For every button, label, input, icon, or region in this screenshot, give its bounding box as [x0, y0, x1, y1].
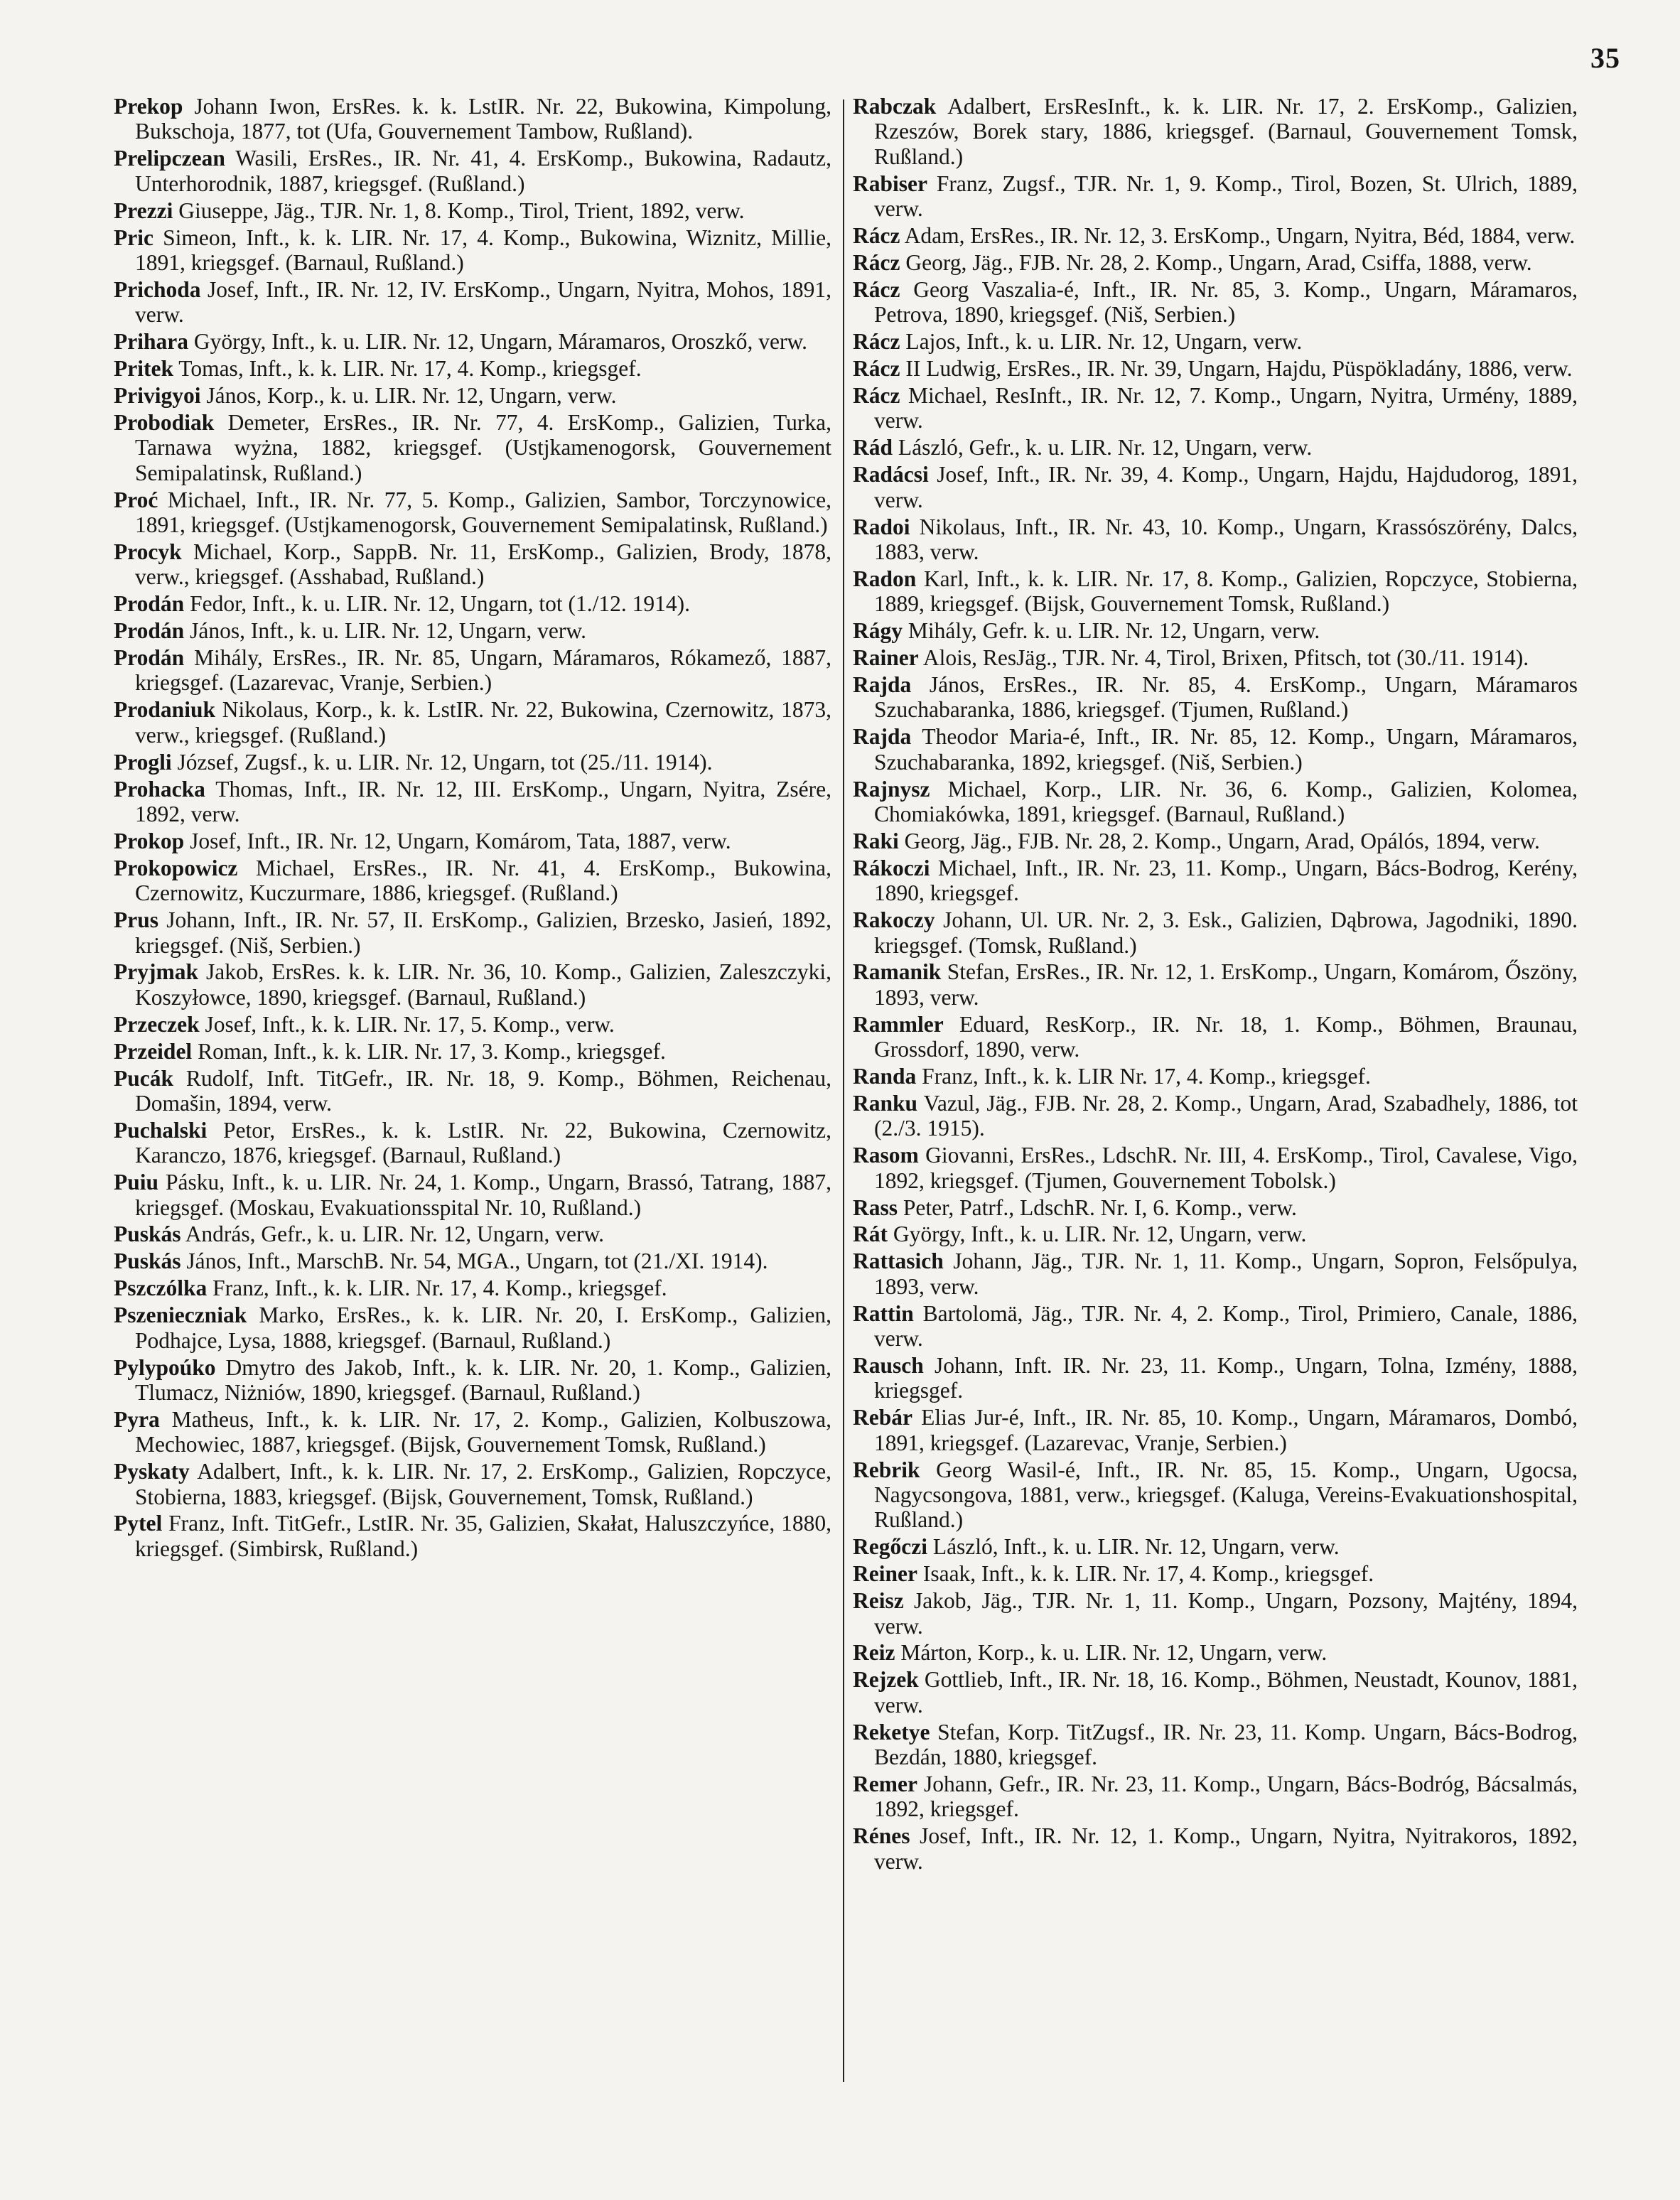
- entry-surname: Pritek: [114, 356, 173, 382]
- entry: [114, 487, 831, 538]
- entry: [853, 959, 1578, 1010]
- entry-details: Franz, Inft., k. k. LIR. Nr. 17, 4. Komp., kriegsgef.: [212, 1276, 667, 1301]
- entry-details: László, Inft., k. u. LIR. Nr. 12, Ungarn, verw.: [932, 1534, 1340, 1560]
- entry-surname: Prezzi: [114, 198, 173, 223]
- entry-details: Demeter, ErsRes., IR. Nr. 77, 4. ErsKomp., Galizien, Turka, Tarnawa wyżna, 1882, kriegsgef. (Ustjkamenogorsk, Gouvernement Semipalatinsk, Rußland.): [135, 409, 831, 485]
- entry: [114, 277, 831, 328]
- entry-details: Josef, Inft., IR. Nr. 12, 1. Komp., Ungarn, Nyitra, Nyitrakoros, 1892, verw.: [874, 1823, 1578, 1874]
- entry-surname: Rammler: [853, 1011, 944, 1037]
- entry-surname: Remer: [853, 1772, 917, 1796]
- entry-surname: Rausch: [853, 1353, 924, 1378]
- entry-details: Jakob, ErsRes. k. k. LIR. Nr. 36, 10. Komp., Galizien, Zaleszczyki, Koszyłowce, 1890, kriegsgef. (Barnaul, Rußland.): [135, 959, 832, 1010]
- entry: [853, 1353, 1578, 1403]
- entry: [114, 1222, 831, 1246]
- entry-details: Roman, Inft., k. k. LIR. Nr. 17, 3. Komp., kriegsgef.: [198, 1038, 666, 1064]
- entry-surname: Prekop: [114, 94, 183, 119]
- entry-details: Georg Wasil-é, Inft., IR. Nr. 85, 15. Komp., Ungarn, Ugocsa, Nagycsongova, 1881, verw., kriegsgef. (Kaluga, Vereins-Evakuationshospital, Rußland.): [874, 1457, 1578, 1533]
- entry-details: Karl, Inft., k. k. LIR. Nr. 17, 8. Komp., Galizien, Ropczyce, Stobierna, 1889, kriegsgef. (Bijsk, Gouvernement Tomsk, Rußland.): [874, 566, 1578, 617]
- entry-details: Márton, Korp., k. u. LIR. Nr. 12, Ungarn, verw.: [900, 1640, 1328, 1666]
- entry: [114, 829, 831, 853]
- entry-details: Josef, Inft., k. k. LIR. Nr. 17, 5. Komp., verw.: [205, 1011, 615, 1037]
- entry-details: Michael, Korp., LIR. Nr. 36, 6. Komp., Galizien, Kolomea, Chomiakówka, 1891, kriegsgef. (Barnaul, Rußland.): [874, 776, 1578, 826]
- entry: [114, 198, 831, 223]
- entry: [114, 94, 831, 144]
- entry-surname: Radon: [853, 566, 917, 591]
- entry-details: Stefan, ErsRes., IR. Nr. 12, 1. ErsKomp., Ungarn, Komárom, Őszöny, 1893, verw.: [874, 959, 1578, 1010]
- entry-surname: Rácz: [853, 329, 900, 355]
- entry-details: János, ErsRes., IR. Nr. 85, 4. ErsKomp., Ungarn, Máramaros Szuchabaranka, 1886, kriegsgef. (Tjumen, Rußland.): [874, 672, 1578, 723]
- entry: [114, 1355, 831, 1406]
- entry-details: Mihály, ErsRes., IR. Nr. 85, Ungarn, Máramaros, Rókamező, 1887, kriegsgef. (Lazarevac, Vranje, Serbien.): [135, 645, 831, 696]
- entry-surname: Rágy: [853, 618, 903, 644]
- entry-details: Adalbert, ErsResInft., k. k. LIR. Nr. 17, 2. ErsKomp., Galizien, Rzeszów, Borek stary, 1886, kriegsgef. (Barnaul, Gouvernement Tomsk, Rußland.): [874, 94, 1578, 169]
- entry: [114, 1459, 831, 1509]
- entry-surname: Rákoczi: [853, 855, 930, 880]
- entry-surname: Privigyoi: [114, 382, 201, 408]
- entry-details: Franz, Inft., k. k. LIR Nr. 17, 4. Komp., kriegsgef.: [922, 1064, 1371, 1089]
- entry: [853, 94, 1578, 169]
- entry: [853, 171, 1578, 222]
- entry-details: György, Inft., k. u. LIR. Nr. 12, Ungarn, Máramaros, Oroszkő, verw.: [193, 329, 808, 355]
- entry-surname: Rainer: [853, 645, 919, 671]
- entry-surname: Przeczek: [114, 1011, 200, 1037]
- entry-surname: Pric: [114, 225, 154, 250]
- entry: [853, 514, 1578, 565]
- entry: [853, 383, 1578, 433]
- entry-details: Isaak, Inft., k. k. LIR. Nr. 17, 4. Komp., kriegsgef.: [922, 1561, 1374, 1587]
- entry: [114, 645, 831, 696]
- entry-details: Adam, ErsRes., IR. Nr. 12, 3. ErsKomp., Ungarn, Nyitra, Béd, 1884, verw.: [904, 223, 1576, 249]
- entry-details: Alois, ResJäg., TJR. Nr. 4, Tirol, Brixen, Pfitsch, tot (30./11. 1914).: [922, 645, 1529, 671]
- entry-surname: Proć: [114, 487, 158, 512]
- entry: [853, 1640, 1578, 1665]
- entry-surname: Rajnysz: [853, 776, 930, 802]
- entry: [114, 1039, 831, 1064]
- entry-details: II Ludwig, ErsRes., IR. Nr. 39, Ungarn, Hajdu, Püspökladány, 1886, verw.: [905, 356, 1573, 382]
- entry: [114, 1511, 831, 1561]
- entry: [114, 410, 831, 485]
- entry-surname: Prus: [114, 907, 158, 933]
- entry-details: Johann, Inft., IR. Nr. 57, II. ErsKomp., Galizien, Brzesko, Jasień, 1892, kriegsgef. (Niš, Serbien.): [135, 907, 832, 958]
- entry-details: Josef, Inft., IR. Nr. 12, Ungarn, Komárom, Tata, 1887, verw.: [190, 828, 731, 853]
- entry: [853, 1720, 1578, 1770]
- entry: [853, 907, 1578, 958]
- entry: [114, 1012, 831, 1037]
- entry-details: János, Korp., k. u. LIR. Nr. 12, Ungarn, verw.: [206, 382, 617, 408]
- entry: [853, 356, 1578, 381]
- entry-surname: Pryjmak: [114, 959, 198, 985]
- entry-surname: Rabczak: [853, 94, 937, 119]
- entry-details: Theodor Maria-é, Inft., IR. Nr. 85, 12. Komp., Ungarn, Máramaros, Szuchabaranka, 1892, kriegsgef. (Niš, Serbien.): [874, 724, 1578, 775]
- left-column: [114, 94, 831, 1563]
- entry-surname: Rattin: [853, 1300, 914, 1326]
- entry-details: Josef, Inft., IR. Nr. 39, 4. Komp., Ungarn, Hajdu, Hajdudorog, 1891, verw.: [874, 462, 1578, 512]
- entry: [114, 959, 831, 1010]
- entry-details: András, Gefr., k. u. LIR. Nr. 12, Ungarn, verw.: [185, 1222, 605, 1247]
- entry-details: Georg Vaszalia-é, Inft., IR. Nr. 85, 3. Komp., Ungarn, Máramaros, Petrova, 1890, kriegsgef. (Niš, Serbien.): [874, 276, 1578, 328]
- entry: [853, 566, 1578, 617]
- entry-details: Michael, Inft., IR. Nr. 77, 5. Komp., Galizien, Sambor, Torczynowice, 1891, kriegsgef. (Ustjkamenogorsk, Gouvernement Semipalatinsk, Rußland.): [135, 487, 831, 537]
- entry: [853, 223, 1578, 248]
- entry: [853, 1667, 1578, 1718]
- entry-surname: Pylypoúko: [114, 1354, 216, 1380]
- entry-details: Marko, ErsRes., k. k. LIR. Nr. 20, I. ErsKomp., Galizien, Podhajce, Lysa, 1888, kriegsgef. (Barnaul, Rußland.): [135, 1303, 832, 1353]
- entry-surname: Raki: [853, 828, 899, 853]
- entry-surname: Pyra: [114, 1406, 160, 1432]
- entry-surname: Rajda: [853, 672, 912, 697]
- entry: [114, 618, 831, 643]
- entry-details: Simeon, Inft., k. k. LIR. Nr. 17, 4. Komp., Bukowina, Wiznitz, Millie, 1891, kriegsgef. (Barnaul, Rußland.): [135, 225, 831, 275]
- entry: [114, 1249, 831, 1273]
- entry-surname: Probodiak: [114, 409, 215, 435]
- entry-surname: Rebrik: [853, 1457, 920, 1482]
- entry: [853, 277, 1578, 328]
- entry-surname: Pucák: [114, 1065, 174, 1091]
- entry-surname: Puskás: [114, 1249, 181, 1274]
- entry-details: Johann, Jäg., TJR. Nr. 1, 11. Komp., Ungarn, Sopron, Felsőpulya, 1893, verw.: [874, 1249, 1578, 1299]
- entry-details: Franz, Zugsf., TJR. Nr. 1, 9. Komp., Tirol, Bozen, St. Ulrich, 1889, verw.: [874, 171, 1578, 222]
- entry-surname: Prodaniuk: [114, 697, 215, 723]
- entry-details: Michael, Inft., IR. Nr. 23, 11. Komp., Ungarn, Bács-Bodrog, Kerény, 1890, kriegsgef.: [874, 855, 1578, 906]
- entry: [853, 1561, 1578, 1586]
- entry-details: Peter, Patrf., LdschR. Nr. I, 6. Komp., verw.: [903, 1195, 1297, 1220]
- entry-surname: Prodán: [114, 645, 185, 671]
- entry-surname: Prokopowicz: [114, 855, 238, 880]
- entry-surname: Prohacka: [114, 776, 205, 802]
- entry: [853, 856, 1578, 906]
- entry: [853, 1588, 1578, 1639]
- entry-surname: Pszczólka: [114, 1276, 208, 1301]
- entry: [853, 829, 1578, 853]
- entry-surname: Rácz: [853, 276, 900, 302]
- entry: [114, 856, 831, 906]
- entry-surname: Rácz: [853, 223, 900, 249]
- entry-surname: Reisz: [853, 1588, 904, 1614]
- entry-details: Rudolf, Inft. TitGefr., IR. Nr. 18, 9. Komp., Böhmen, Reichenau, Domašin, 1894, verw.: [135, 1065, 832, 1116]
- entry-details: Johann, Inft. IR. Nr. 23, 11. Komp., Ungarn, Tolna, Izmény, 1888, kriegsgef.: [874, 1353, 1578, 1403]
- entry-details: Nikolaus, Korp., k. k. LstIR. Nr. 22, Bukowina, Czernowitz, 1873, verw., kriegsgef. (Rußland.): [135, 697, 831, 748]
- entry: [853, 1091, 1578, 1141]
- entry: [853, 645, 1578, 670]
- entry-surname: Przeidel: [114, 1038, 193, 1064]
- entry: [853, 1143, 1578, 1193]
- entry-surname: Prihara: [114, 329, 188, 355]
- entry-surname: Puiu: [114, 1170, 159, 1195]
- entry-details: Matheus, Inft., k. k. LIR. Nr. 17, 2. Komp., Galizien, Kolbuszowa, Mechowiec, 1887, kriegsgef. (Bijsk, Gouvernement Tomsk, Rußland.): [135, 1406, 832, 1457]
- entry-surname: Puchalski: [114, 1117, 208, 1143]
- entry-details: Vazul, Jäg., FJB. Nr. 28, 2. Komp., Ungarn, Arad, Szabadhely, 1886, tot (2./3. 1915).: [874, 1090, 1578, 1141]
- entry-details: Georg, Jäg., FJB. Nr. 28, 2. Komp., Ungarn, Arad, Csiffa, 1888, verw.: [905, 249, 1532, 275]
- entry: [114, 539, 831, 590]
- entry-surname: Prelipczean: [114, 146, 225, 171]
- entry: [114, 697, 831, 748]
- entry: [853, 1457, 1578, 1533]
- entry-details: János, Inft., k. u. LIR. Nr. 12, Ungarn, verw.: [190, 618, 586, 644]
- entry: [853, 1012, 1578, 1062]
- entry-surname: Pytel: [114, 1511, 163, 1536]
- entry-surname: Rácz: [853, 356, 900, 382]
- entry-surname: Prodán: [114, 591, 185, 617]
- entry-surname: Rattasich: [853, 1249, 944, 1274]
- entry-details: Stefan, Korp. TitZugsf., IR. Nr. 23, 11. Komp. Ungarn, Bács-Bodrog, Bezdán, 1880, kriegsgef.: [874, 1719, 1578, 1770]
- entry-surname: Prokop: [114, 828, 185, 853]
- entry-details: Giovanni, ErsRes., LdschR. Nr. III, 4. ErsKomp., Tirol, Cavalese, Vigo, 1892, kriegsgef. (Tjumen, Gouvernement Tobolsk.): [874, 1143, 1578, 1193]
- entry-surname: Ranku: [853, 1090, 918, 1116]
- entry-details: Jakob, Jäg., TJR. Nr. 1, 11. Komp., Ungarn, Pozsony, Majtény, 1894, verw.: [874, 1588, 1578, 1639]
- entry-surname: Puskás: [114, 1222, 181, 1247]
- entry: [853, 1249, 1578, 1299]
- entry-details: Johann, Ul. UR. Nr. 2, 3. Esk., Galizien, Dąbrowa, Jagodniki, 1890. kriegsgef. (Tomsk, Rußland.): [874, 907, 1578, 958]
- entry: [853, 329, 1578, 354]
- entry: [114, 1276, 831, 1300]
- entry-details: Dmytro des Jakob, Inft., k. k. LIR. Nr. 20, 1. Komp., Galizien, Tlumacz, Niżniów, 1890, kriegsgef. (Barnaul, Rußland.): [135, 1354, 832, 1405]
- entry-surname: Rejzek: [853, 1667, 919, 1693]
- entry-surname: Rabiser: [853, 171, 927, 196]
- entry-surname: Rát: [853, 1222, 888, 1247]
- entry: [114, 907, 831, 958]
- entry-details: József, Zugsf., k. u. LIR. Nr. 12, Ungarn, tot (25./11. 1914).: [177, 749, 713, 775]
- entry-details: Michael, ErsRes., IR. Nr. 41, 4. ErsKomp., Bukowina, Czernowitz, Kuczurmare, 1886, kriegsgef. (Rußland.): [135, 855, 832, 906]
- entry: [853, 250, 1578, 275]
- entry: [114, 1118, 831, 1168]
- entry-surname: Rád: [853, 435, 893, 460]
- entry: [853, 1064, 1578, 1089]
- entry-details: Johann Iwon, ErsRes. k. k. LstIR. Nr. 22, Bukowina, Kimpolung, Bukschoja, 1877, tot (Ufa, Gouvernement Tambow, Rußland).: [135, 94, 831, 144]
- entry-details: Pásku, Inft., k. u. LIR. Nr. 24, 1. Komp., Ungarn, Brassó, Tatrang, 1887, kriegsgef. (Moskau, Evakuationsspital Nr. 10, Rußland.): [135, 1170, 831, 1220]
- entry-surname: Rénes: [853, 1823, 910, 1849]
- entry: [114, 591, 831, 616]
- entry-surname: Rebár: [853, 1405, 912, 1430]
- entry: [114, 225, 831, 276]
- entry: [114, 777, 831, 827]
- entry-details: Petor, ErsRes., k. k. LstIR. Nr. 22, Bukowina, Czernowitz, Karanczo, 1876, kriegsgef. (Barnaul, Rußland.): [135, 1117, 831, 1168]
- entry: [114, 383, 831, 408]
- entry: [853, 672, 1578, 723]
- entry-details: Fedor, Inft., k. u. LIR. Nr. 12, Ungarn, tot (1./12. 1914).: [190, 591, 690, 617]
- entry: [853, 1405, 1578, 1455]
- entry-surname: Rasom: [853, 1143, 919, 1168]
- entry-details: Gottlieb, Inft., IR. Nr. 18, 16. Komp., Böhmen, Neustadt, Kounov, 1881, verw.: [874, 1667, 1578, 1718]
- entry-surname: Reiz: [853, 1640, 895, 1666]
- entry-details: Mihály, Gefr. k. u. LIR. Nr. 12, Ungarn, verw.: [908, 618, 1320, 644]
- entry: [114, 329, 831, 354]
- entry-surname: Radácsi: [853, 462, 929, 487]
- entry: [114, 1407, 831, 1457]
- entry-surname: Pyskaty: [114, 1459, 190, 1484]
- entry-details: Thomas, Inft., IR. Nr. 12, III. ErsKomp., Ungarn, Nyitra, Zsére, 1892, verw.: [135, 776, 831, 826]
- entry-details: Georg, Jäg., FJB. Nr. 28, 2. Komp., Ungarn, Arad, Opálós, 1894, verw.: [904, 828, 1540, 853]
- entry-surname: Prichoda: [114, 276, 201, 302]
- entry: [853, 1222, 1578, 1246]
- entry: [853, 1823, 1578, 1874]
- entry-details: Bartolomä, Jäg., TJR. Nr. 4, 2. Komp., Tirol, Primiero, Canale, 1886, verw.: [874, 1300, 1578, 1352]
- entry: [114, 1170, 831, 1220]
- entry-surname: Rajda: [853, 724, 912, 750]
- page-number: 35: [1590, 42, 1620, 74]
- entry-surname: Regőczi: [853, 1534, 927, 1560]
- entry-surname: Pszenieczniak: [114, 1303, 247, 1328]
- entry-surname: Rácz: [853, 382, 900, 408]
- entry-surname: Procyk: [114, 539, 182, 564]
- entry-details: György, Inft., k. u. LIR. Nr. 12, Ungarn, verw.: [893, 1222, 1307, 1247]
- entry-details: Adalbert, Inft., k. k. LIR. Nr. 17, 2. ErsKomp., Galizien, Ropczyce, Stobierna, 1883, kriegsgef. (Bijsk, Gouvernement, Tomsk, Rußland.): [135, 1459, 831, 1509]
- entry-details: Franz, Inft. TitGefr., LstIR. Nr. 35, Galizien, Skałat, Haluszczyńce, 1880, kriegsgef. (Simbirsk, Rußland.): [135, 1511, 832, 1561]
- entry-surname: Radoi: [853, 514, 910, 539]
- entry: [114, 1303, 831, 1353]
- entry-details: Johann, Gefr., IR. Nr. 23, 11. Komp., Ungarn, Bács-Bodróg, Bácsalmás, 1892, kriegsgef.: [874, 1772, 1578, 1822]
- column-divider: [843, 99, 844, 2082]
- entry: [853, 435, 1578, 460]
- entry-surname: Progli: [114, 749, 172, 775]
- entry-details: László, Gefr., k. u. LIR. Nr. 12, Ungarn, verw.: [898, 435, 1313, 460]
- entry-surname: Rakoczy: [853, 907, 935, 933]
- entry: [114, 750, 831, 775]
- entry: [853, 1534, 1578, 1559]
- entry: [853, 462, 1578, 512]
- entry: [114, 1066, 831, 1116]
- entry: [853, 1195, 1578, 1220]
- entry: [853, 1772, 1578, 1822]
- entry-details: Lajos, Inft., k. u. LIR. Nr. 12, Ungarn, verw.: [905, 329, 1303, 355]
- entry-details: János, Inft., MarschB. Nr. 54, MGA., Ungarn, tot (21./XI. 1914).: [186, 1249, 768, 1274]
- entry-surname: Randa: [853, 1064, 917, 1089]
- right-column: [853, 94, 1578, 1876]
- entry-details: Wasili, ErsRes., IR. Nr. 41, 4. ErsKomp., Bukowina, Radautz, Unterhorodnik, 1887, kriegsgef. (Rußland.): [135, 146, 831, 196]
- entry: [114, 146, 831, 196]
- entry-details: Michael, Korp., SappB. Nr. 11, ErsKomp., Galizien, Brody, 1878, verw., kriegsgef. (Asshabad, Rußland.): [135, 539, 831, 590]
- entry-details: Tomas, Inft., k. k. LIR. Nr. 17, 4. Komp., kriegsgef.: [178, 356, 642, 382]
- entry-surname: Prodán: [114, 618, 185, 644]
- entry: [853, 618, 1578, 643]
- entry-details: Nikolaus, Inft., IR. Nr. 43, 10. Komp., Ungarn, Krassószörény, Dalcs, 1883, verw.: [874, 514, 1578, 564]
- entry: [853, 777, 1578, 827]
- entry-surname: Rass: [853, 1195, 898, 1220]
- entry-details: Josef, Inft., IR. Nr. 12, IV. ErsKomp., Ungarn, Nyitra, Mohos, 1891, verw.: [135, 276, 831, 328]
- entry: [853, 724, 1578, 775]
- entry-details: Michael, ResInft., IR. Nr. 12, 7. Komp., Ungarn, Nyitra, Urmény, 1889, verw.: [874, 382, 1578, 433]
- entry-details: Elias Jur-é, Inft., IR. Nr. 85, 10. Komp., Ungarn, Máramaros, Dombó, 1891, kriegsgef. (Lazarevac, Vranje, Serbien.): [874, 1405, 1578, 1455]
- entry-details: Giuseppe, Jäg., TJR. Nr. 1, 8. Komp., Tirol, Trient, 1892, verw.: [178, 198, 745, 223]
- entry-surname: Ramanik: [853, 959, 942, 985]
- entry-surname: Rácz: [853, 249, 900, 275]
- entry: [114, 356, 831, 381]
- entry: [853, 1301, 1578, 1352]
- entry-surname: Reiner: [853, 1561, 917, 1587]
- entry-surname: Reketye: [853, 1719, 930, 1745]
- entry-details: Eduard, ResKorp., IR. Nr. 18, 1. Komp., Böhmen, Braunau, Grossdorf, 1890, verw.: [874, 1011, 1578, 1062]
